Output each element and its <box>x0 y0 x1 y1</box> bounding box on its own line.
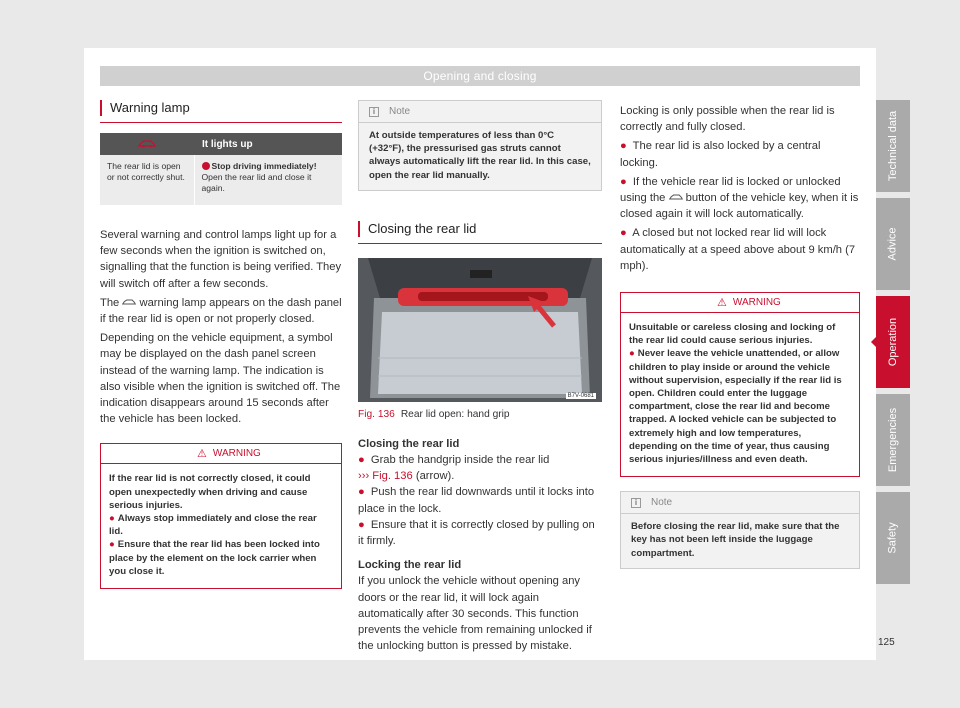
tab-emergencies[interactable] <box>876 394 910 486</box>
note-body: Before closing the rear lid, make sure that the key has not been left inside the luggage compartment. <box>631 521 840 559</box>
figure-caption <box>358 409 602 420</box>
step-item <box>358 484 602 516</box>
body-text <box>358 436 602 655</box>
table-row <box>100 155 342 205</box>
column-middle <box>358 100 602 654</box>
warning-box <box>100 443 342 589</box>
step-text: Ensure that it is correctly closed by pulling on it firmly. <box>358 518 595 548</box>
tab-label: Technical data <box>887 110 900 182</box>
warning-bullet <box>629 347 851 466</box>
title-rule <box>100 122 342 123</box>
car-rear-lid-icon <box>669 190 683 206</box>
warning-header <box>621 293 859 313</box>
tab-label: Advice <box>887 227 899 261</box>
step-text: Push the rear lid downwards until it locks into place in the lock. <box>358 486 595 515</box>
tab-label: Operation <box>887 317 899 367</box>
info-icon: i <box>631 498 641 508</box>
column-left <box>100 100 342 589</box>
chapter-header: Opening and closing <box>100 66 860 86</box>
car-rear-lid-icon <box>122 295 136 311</box>
step-item <box>358 452 602 484</box>
bullet-icon: ● <box>620 227 627 240</box>
bullet-icon: ● <box>109 539 115 551</box>
warning-box <box>620 292 860 477</box>
car-rear-lid-icon <box>138 137 156 151</box>
step-text: (arrow). <box>415 470 455 483</box>
figure-rear-lid-image <box>358 258 602 402</box>
stop-dot-icon <box>202 162 210 170</box>
para-text: The <box>100 296 120 309</box>
subtitle-closing: Closing the rear lid <box>358 437 460 450</box>
link-arrows: ››› <box>358 470 370 483</box>
para-text: warning lamp appears on the dash panel if the rear lid is open or not properly closed. <box>100 296 342 326</box>
section-title-closing: Closing the rear lid <box>358 221 602 237</box>
paragraph <box>100 295 342 327</box>
warning-triangle-icon: ⚠ <box>717 297 727 310</box>
action-bold: Stop driving immediately! <box>211 161 317 171</box>
list-item <box>620 174 860 223</box>
paragraph: Depending on the vehicle equipment, a symbol may be displayed on the dash panel screen instead of the warning lamp. The indication is also visible when the ignition is switched off. The indication disappears around 15 seconds after the vehicle has been locked. <box>100 332 341 426</box>
tab-label: Safety <box>887 522 899 554</box>
body-text <box>100 227 342 427</box>
bullet-icon: ● <box>109 513 115 525</box>
title-rule <box>358 243 602 244</box>
note-box <box>620 491 860 569</box>
info-icon: i <box>369 107 379 117</box>
column-right <box>620 100 860 569</box>
warning-body <box>621 313 859 476</box>
note-label: Note <box>389 106 411 117</box>
warning-intro: If the rear lid is not correctly closed, it could open unexpectedly when driving and cause serious injuries. <box>109 473 311 511</box>
bullet-icon: ● <box>358 454 365 467</box>
tab-safety[interactable] <box>876 492 910 584</box>
table-cell-action <box>194 155 342 205</box>
action-text: Open the rear lid and close it again. <box>201 172 312 193</box>
page-number: 125 <box>878 637 895 648</box>
warning-label: WARNING <box>732 297 781 309</box>
warning-body <box>101 464 341 588</box>
tab-technical-data[interactable] <box>876 100 910 192</box>
warning-bullet <box>109 512 333 538</box>
warning-triangle-icon: ⚠ <box>197 448 207 461</box>
warning-lamp-table <box>100 133 342 205</box>
bullet-icon: ● <box>629 348 635 360</box>
table-header-icon <box>100 133 194 155</box>
figure-label: Fig. 136 <box>358 408 395 420</box>
bullet-icon: ● <box>358 486 365 499</box>
figure-code: B7V-0681 <box>567 392 594 399</box>
note-label: Note <box>651 497 673 509</box>
active-tab-notch <box>871 337 876 347</box>
list-item <box>620 225 860 274</box>
tab-label: Emergencies <box>887 407 900 473</box>
warning-intro: Unsuitable or careless closing and locking of the rear lid could cause serious injuries. <box>629 322 836 347</box>
list-text: The rear lid is also locked by a central locking. <box>620 140 821 169</box>
note-body: At outside temperatures of less than 0°C (+32°F), the pressurised gas struts cannot always automatically lift the rear lid. In this case, open the rear lid manually. <box>369 130 591 181</box>
warning-label: WARNING <box>212 448 261 460</box>
bullet-icon: ● <box>620 140 627 153</box>
bullet-text: Always stop immediately and close the rear lid. <box>109 513 317 538</box>
bullet-icon: ● <box>358 518 365 531</box>
warning-bullet <box>109 538 333 578</box>
figure-caption-text: Rear lid open: hand grip <box>400 408 510 420</box>
body-text <box>620 103 860 274</box>
tab-operation[interactable] <box>876 296 910 388</box>
list-text: A closed but not locked rear lid will lock automatically at a speed above about 9 km/h (7 mph). <box>620 227 856 272</box>
paragraph: Locking is only possible when the rear lid is correctly and fully closed. <box>620 105 835 134</box>
table-header-lights-up: It lights up <box>194 133 342 155</box>
paragraph: If you unlock the vehicle without opening any doors or the rear lid, it will lock again automatically after 30 seconds. This function prevents the vehicle from remaining unlocked if the unlocking button is pressed by mistake. <box>358 575 592 653</box>
warning-header <box>101 444 341 464</box>
paragraph: Several warning and control lamps light up for a few seconds when the ignition is switched on, signalling that the function is being verified. They will switch off after a few seconds. <box>100 229 342 290</box>
table-cell-condition: The rear lid is open or not correctly shut. <box>100 155 194 205</box>
note-header <box>621 492 859 514</box>
bullet-text: Never leave the vehicle unattended, or allow children to play inside or around the vehicle without supervision, especially if the rear lid is open. Children could enter the luggage compartment, close the rear lid and become trapped. A locked vehicle can be subjected to extremely high and low temperatures, depending on the time of year, thus causing serious injuries/illness and even death. <box>629 348 842 466</box>
list-text: If the vehicle rear lid is locked or unlocked using the <box>620 175 841 205</box>
tab-advice[interactable] <box>876 198 910 290</box>
list-text: button of the vehicle key, when it is closed again it will lock automatically. <box>620 192 859 221</box>
list-item <box>620 138 860 170</box>
subtitle-locking: Locking the rear lid <box>358 559 462 572</box>
step-text: Grab the handgrip inside the rear lid <box>370 454 550 467</box>
bullet-text: Ensure that the rear lid has been locked into place by the element on the lock carrier when you close it. <box>109 539 320 577</box>
section-title-warning-lamp: Warning lamp <box>100 100 342 116</box>
note-header <box>359 101 601 123</box>
step-item <box>358 517 602 549</box>
note-box <box>358 100 602 191</box>
figure-link[interactable]: Fig. 136 <box>372 470 413 483</box>
bullet-icon: ● <box>620 175 627 188</box>
